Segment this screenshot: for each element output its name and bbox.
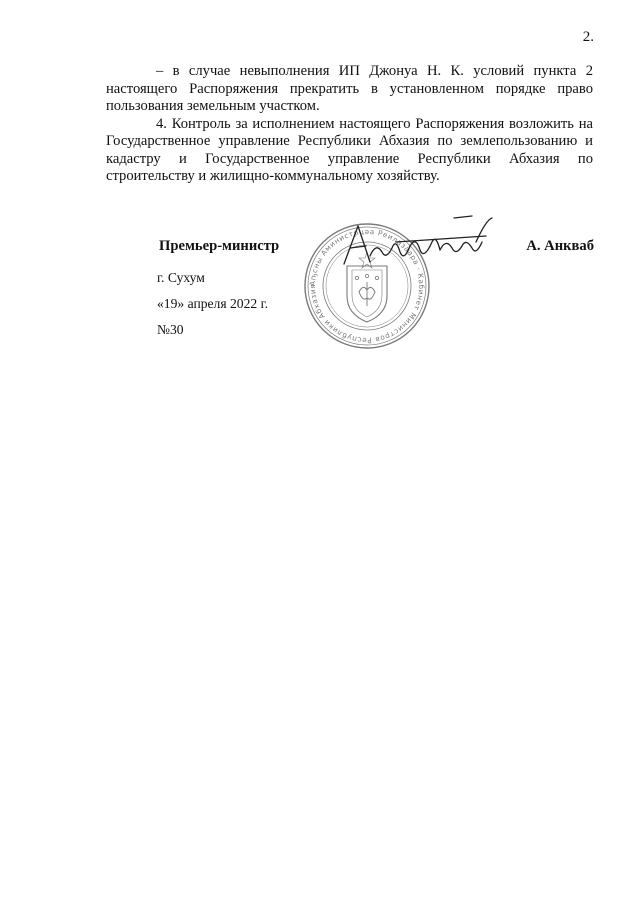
issue-place: г. Сухум [157, 270, 205, 285]
issue-date: «19» апреля 2022 г. [157, 296, 269, 311]
page-number: 2. [582, 29, 594, 45]
signatory-name: А. Анкваб [526, 238, 594, 254]
seal-text: Аҧсны Аминистрцәа Реилазаара · Кабинет Министров Республики Абхазия [307, 226, 427, 346]
signatory-title: Премьер-министр [159, 238, 280, 254]
document-body [106, 63, 593, 186]
order-number: №30 [157, 322, 184, 337]
handwritten-signature-icon [336, 212, 496, 272]
paragraph-termination: – в случае невыполнения ИП Джонуа Н. К. условий пункта 2 настоящего Распоряжения прекратить в установленном порядке право пользования земельным участком. [106, 63, 593, 114]
paragraph-control: 4. Контроль за исполнением настоящего Распоряжения возложить на Государственное управление Республики Абхазия по землепользованию и кадастру и Государственное управление Республики Абхазия по строительству и жилищно-коммунальному хозяйству. [106, 115, 593, 184]
